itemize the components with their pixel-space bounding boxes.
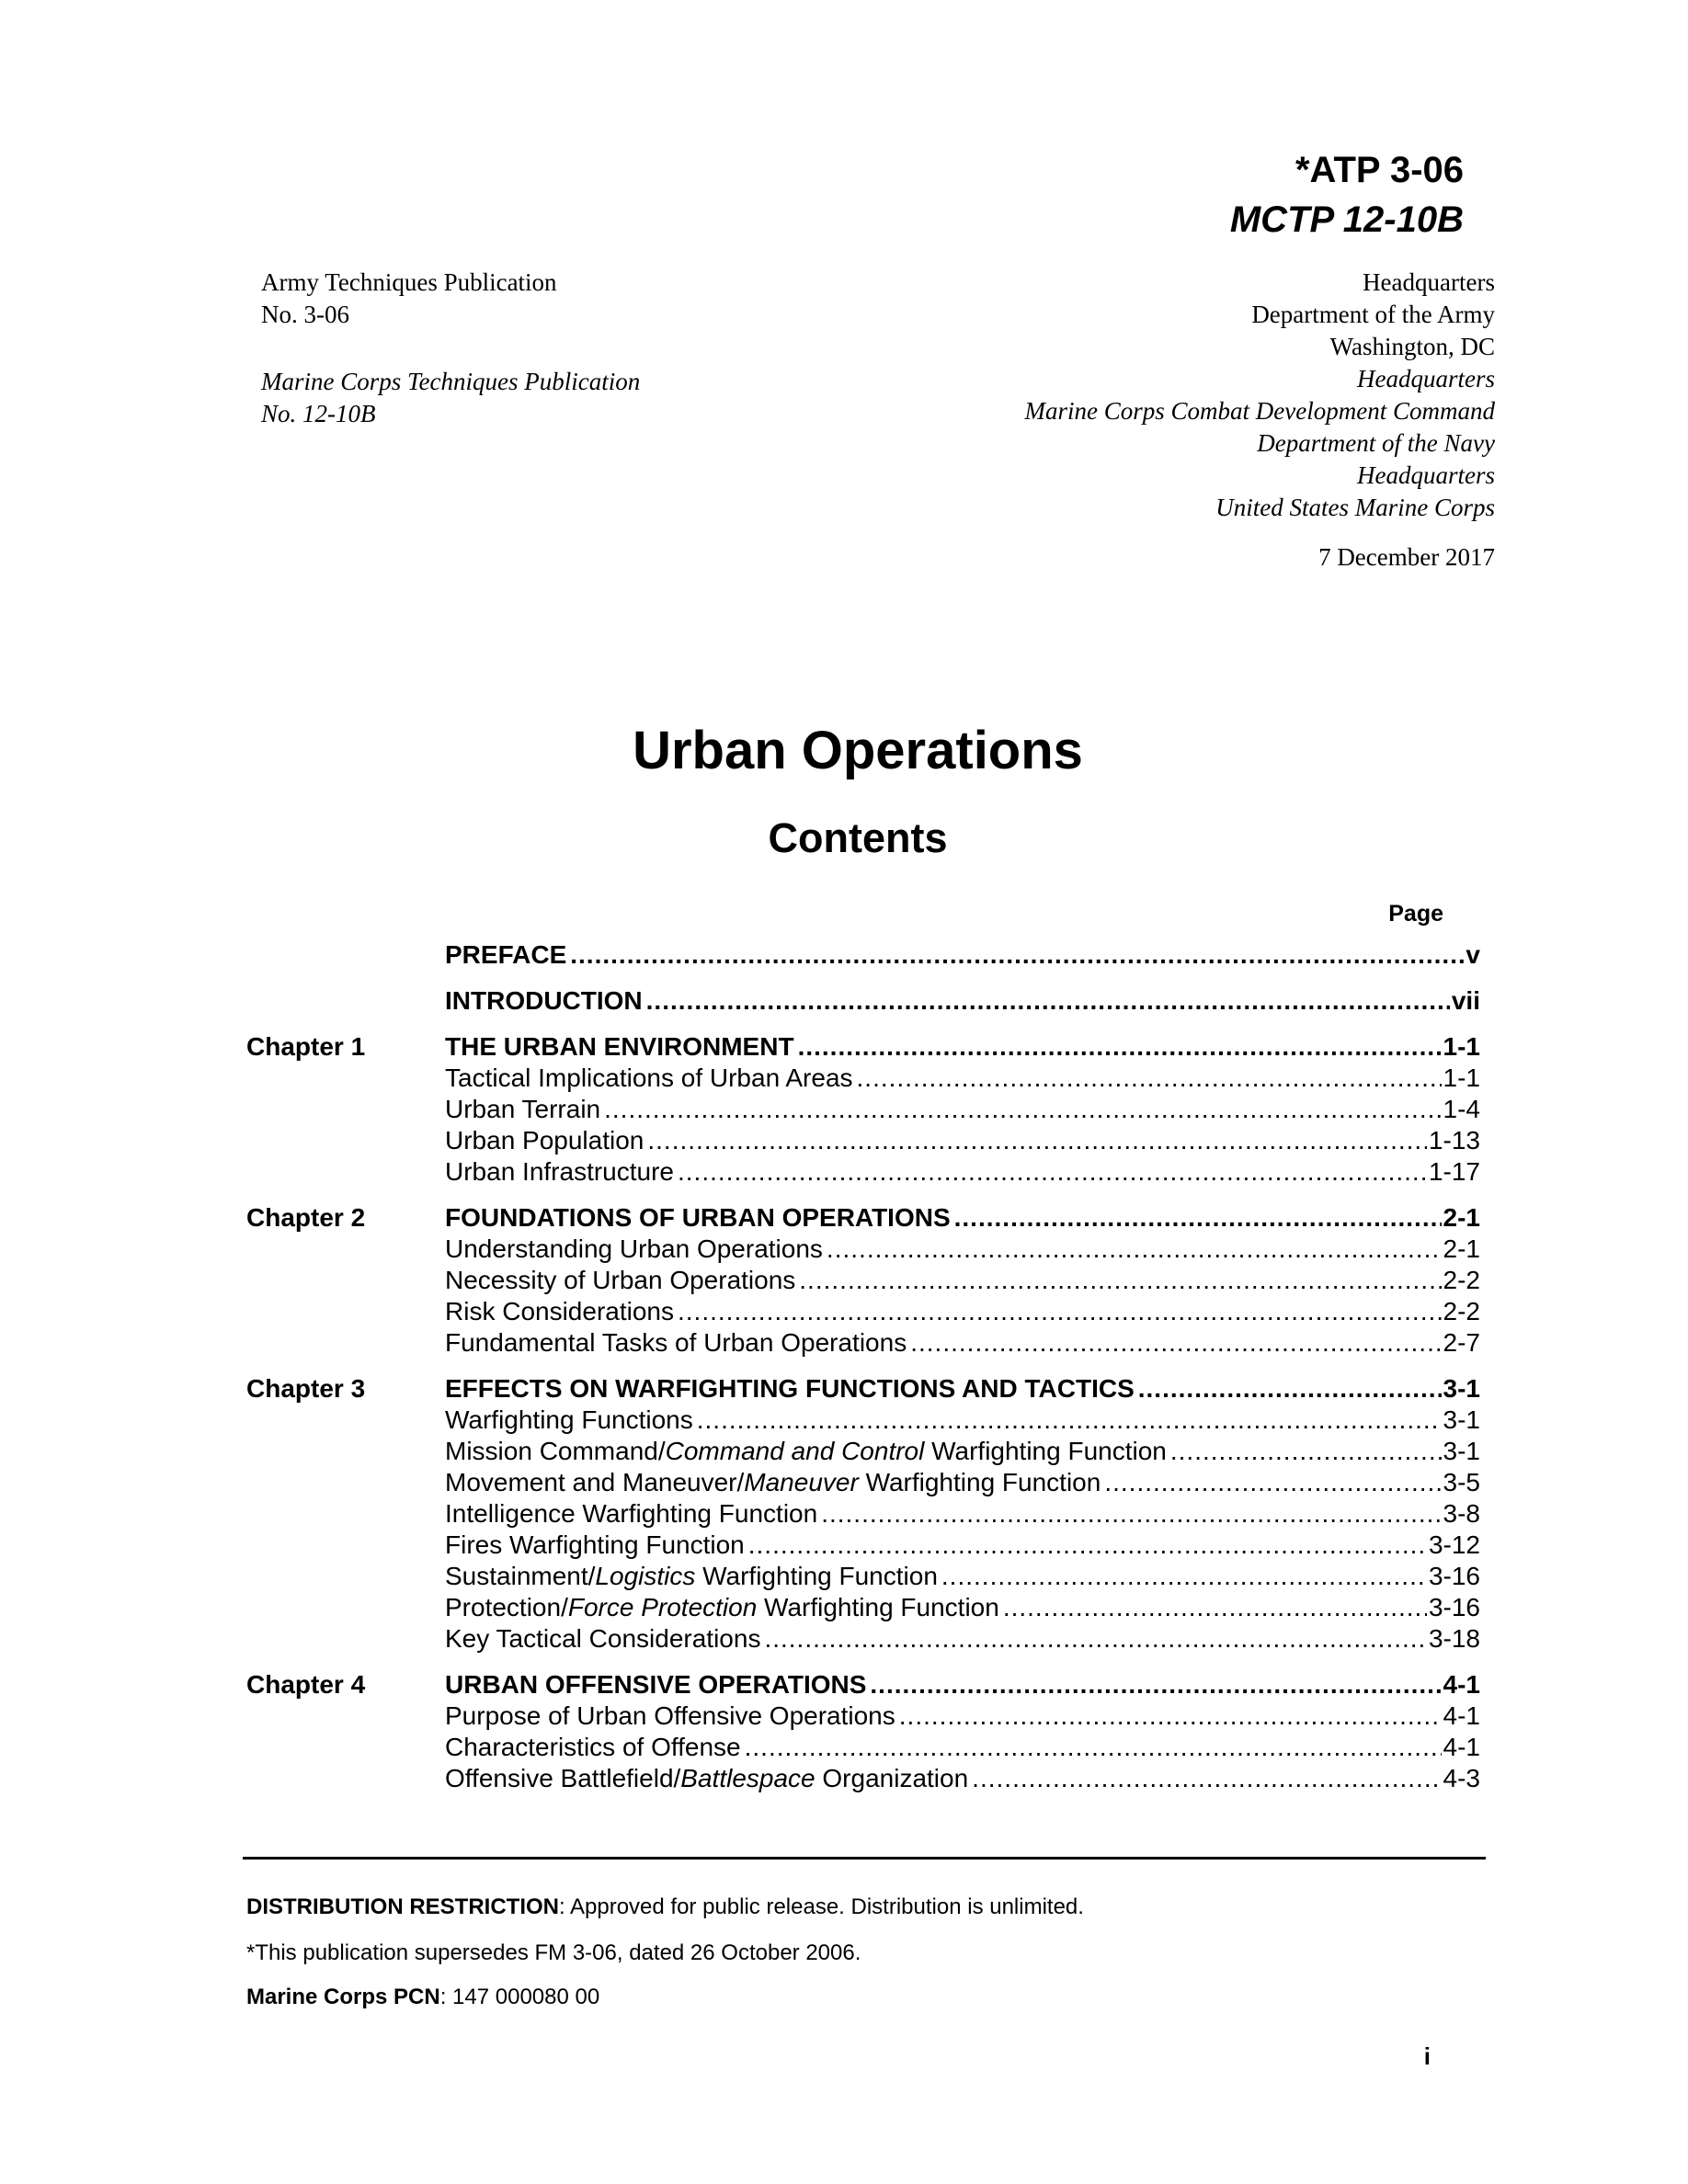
distribution-text: : Approved for public release. Distribution is unlimited. bbox=[559, 1894, 1084, 1919]
toc-chapter-title-entry[interactable] bbox=[445, 1373, 1480, 1405]
toc-entry-page: 2-1 bbox=[1443, 1234, 1480, 1263]
toc-chapter-block bbox=[0, 1031, 1688, 1188]
chapter-label: Chapter 4 bbox=[246, 1670, 366, 1699]
toc-entry-text: Tactical Implications of Urban Areas bbox=[445, 1064, 853, 1092]
distribution-label: DISTRIBUTION RESTRICTION bbox=[246, 1894, 559, 1919]
dot-leader bbox=[764, 1623, 1427, 1655]
dot-leader bbox=[570, 939, 1464, 971]
toc-entry-page: vii bbox=[1451, 986, 1480, 1015]
toc-chapter-block bbox=[0, 1202, 1688, 1359]
toc-entry-title bbox=[445, 1732, 745, 1763]
toc-section-entry[interactable] bbox=[445, 1234, 1480, 1265]
toc-entry-italic-text: Command and Control bbox=[665, 1437, 925, 1465]
toc-entry-title bbox=[445, 1094, 604, 1125]
toc-entry-title bbox=[445, 1623, 764, 1655]
marine-pub-line1: Marine Corps Techniques Publication bbox=[261, 368, 641, 395]
page-column-label: Page bbox=[1388, 901, 1443, 927]
toc-entry-text-tail: Warfighting Function bbox=[695, 1562, 938, 1590]
toc-entry-italic-text: Battlespace bbox=[680, 1764, 815, 1792]
toc-entry-italic-text: Force Protection bbox=[567, 1593, 758, 1621]
toc-entry-page: 2-7 bbox=[1443, 1328, 1480, 1357]
dot-leader bbox=[646, 985, 1450, 1017]
toc-entry-text: Characteristics of Offense bbox=[445, 1733, 741, 1761]
toc-entry-title bbox=[445, 1436, 1170, 1467]
dot-leader bbox=[745, 1732, 1442, 1763]
atp-code: *ATP 3-06 bbox=[1295, 150, 1464, 190]
dot-leader bbox=[910, 1327, 1441, 1359]
toc-entry-introduction[interactable] bbox=[445, 985, 1480, 1017]
toc-entry-text: Intelligence Warfighting Function bbox=[445, 1499, 818, 1528]
toc-section-entry[interactable] bbox=[445, 1156, 1480, 1188]
toc-chapter-title-entry[interactable] bbox=[445, 1031, 1480, 1063]
toc-entry-text-tail: Warfighting Function bbox=[757, 1593, 999, 1621]
toc-entry-page: 1-17 bbox=[1428, 1157, 1480, 1186]
publication-date: 7 December 2017 bbox=[1318, 543, 1495, 571]
toc-entry-text: Offensive Battlefield/ bbox=[445, 1764, 681, 1792]
toc-entry-text: Warfighting Functions bbox=[445, 1405, 693, 1434]
toc-section-entry[interactable] bbox=[445, 1763, 1480, 1794]
toc-section-entry[interactable] bbox=[445, 1701, 1480, 1732]
toc-entry-title bbox=[445, 1701, 899, 1732]
dot-leader bbox=[748, 1530, 1427, 1561]
toc-entry-preface[interactable] bbox=[445, 939, 1480, 971]
toc-entry-title: EFFECTS ON WARFIGHTING FUNCTIONS AND TACTICS bbox=[445, 1374, 1135, 1403]
toc-entry-page: 2-2 bbox=[1443, 1297, 1480, 1325]
distribution-restriction bbox=[246, 1894, 1084, 1921]
toc-entry-title bbox=[445, 1063, 857, 1094]
toc-entry-title bbox=[445, 1265, 799, 1296]
toc-entry-text: Movement and Maneuver/ bbox=[445, 1468, 745, 1496]
toc-preface-block bbox=[0, 939, 1688, 971]
dot-leader bbox=[857, 1063, 1442, 1094]
pcn-label: Marine Corps PCN bbox=[246, 1985, 440, 2009]
toc-chapter-title-entry[interactable] bbox=[445, 1202, 1480, 1234]
marine-pub-line2: No. 12-10B bbox=[261, 400, 376, 427]
toc-chapter-block bbox=[0, 1669, 1688, 1794]
toc-entry-text-tail: Warfighting Function bbox=[858, 1468, 1101, 1496]
toc-entry-title: PREFACE bbox=[445, 940, 567, 969]
toc-entry-page: 3-18 bbox=[1428, 1624, 1480, 1653]
toc-section-entry[interactable] bbox=[445, 1405, 1480, 1436]
marine-hq-line2: Marine Corps Combat Development Command bbox=[1024, 397, 1495, 425]
toc-entry-text-tail: Organization bbox=[815, 1764, 969, 1792]
dot-leader bbox=[972, 1763, 1441, 1794]
toc-entry-text: Necessity of Urban Operations bbox=[445, 1266, 796, 1294]
toc-entry-page: 3-12 bbox=[1428, 1530, 1480, 1559]
dot-leader bbox=[954, 1202, 1442, 1234]
toc-section-entry[interactable] bbox=[445, 1063, 1480, 1094]
toc-section-entry[interactable] bbox=[445, 1125, 1480, 1156]
toc-entry-title bbox=[445, 1234, 827, 1265]
toc-section-entry[interactable] bbox=[445, 1436, 1480, 1467]
army-hq-line3: Washington, DC bbox=[1329, 333, 1495, 360]
dot-leader bbox=[1003, 1592, 1427, 1623]
footer-divider bbox=[243, 1857, 1486, 1860]
chapter-label: Chapter 3 bbox=[246, 1374, 366, 1403]
marine-hq-line1: Headquarters bbox=[1357, 365, 1495, 392]
toc-entry-text: Urban Terrain bbox=[445, 1095, 601, 1123]
toc-section-entry[interactable] bbox=[445, 1732, 1480, 1763]
toc-entry-title bbox=[445, 1592, 1003, 1623]
dot-leader bbox=[647, 1125, 1427, 1156]
toc-section-entry[interactable] bbox=[445, 1530, 1480, 1561]
army-pub-line2: No. 3-06 bbox=[261, 301, 349, 328]
toc-entry-title bbox=[445, 1561, 941, 1592]
toc-entry-title bbox=[445, 1296, 678, 1327]
header-left bbox=[261, 267, 640, 430]
marine-hq-line4: Headquarters bbox=[1357, 461, 1495, 489]
toc-section-entry[interactable] bbox=[445, 1296, 1480, 1327]
toc-section-entry[interactable] bbox=[445, 1498, 1480, 1530]
toc-entry-page: 1-4 bbox=[1443, 1095, 1480, 1123]
toc-entry-title: INTRODUCTION bbox=[445, 986, 643, 1015]
chapter-label: Chapter 2 bbox=[246, 1203, 366, 1232]
dot-leader bbox=[678, 1156, 1427, 1188]
toc-chapter-title-entry[interactable] bbox=[445, 1669, 1480, 1701]
toc-entry-italic-text: Logistics bbox=[595, 1562, 696, 1590]
toc-introduction-block bbox=[0, 985, 1688, 1017]
toc-entry-text: Fires Warfighting Function bbox=[445, 1530, 745, 1559]
publication-codes bbox=[1230, 145, 1464, 245]
header-right bbox=[1025, 267, 1495, 574]
toc-section-entry[interactable] bbox=[445, 1561, 1480, 1592]
toc-entry-text: Protection/ bbox=[445, 1593, 568, 1621]
toc-entry-page: 2-1 bbox=[1443, 1203, 1480, 1232]
army-hq-line1: Headquarters bbox=[1363, 268, 1495, 296]
army-pub-line1: Army Techniques Publication bbox=[261, 268, 557, 296]
page-number: i bbox=[1423, 2042, 1431, 2070]
toc-entry-text-tail: Warfighting Function bbox=[924, 1437, 1167, 1465]
toc-entry-page: 3-1 bbox=[1443, 1405, 1480, 1434]
toc-section-entry[interactable] bbox=[445, 1327, 1480, 1359]
dot-leader bbox=[604, 1094, 1441, 1125]
toc-entry-title bbox=[445, 1530, 748, 1561]
toc-entry-title: URBAN OFFENSIVE OPERATIONS bbox=[445, 1670, 867, 1699]
toc-entry-text: Sustainment/ bbox=[445, 1562, 596, 1590]
toc-entry-title bbox=[445, 1405, 697, 1436]
toc-section-entry[interactable] bbox=[445, 1094, 1480, 1125]
toc-entry-page: 4-1 bbox=[1443, 1670, 1480, 1699]
toc-section-entry[interactable] bbox=[445, 1467, 1480, 1498]
dot-leader bbox=[899, 1701, 1442, 1732]
supersedes-note: *This publication supersedes FM 3-06, dated 26 October 2006. bbox=[246, 1940, 861, 1965]
toc-entry-page: 3-16 bbox=[1428, 1593, 1480, 1621]
toc-entry-page: v bbox=[1466, 940, 1480, 969]
dot-leader bbox=[827, 1234, 1442, 1265]
table-of-contents bbox=[0, 939, 1688, 1809]
toc-entry-text: Urban Infrastructure bbox=[445, 1157, 674, 1186]
toc-entry-text: Mission Command/ bbox=[445, 1437, 666, 1465]
toc-entry-title bbox=[445, 1327, 910, 1359]
toc-entry-page: 2-2 bbox=[1443, 1266, 1480, 1294]
dot-leader bbox=[799, 1265, 1441, 1296]
toc-entry-italic-text: Maneuver bbox=[744, 1468, 859, 1496]
pcn-text: : 147 000080 00 bbox=[439, 1985, 600, 2009]
toc-entry-page: 3-1 bbox=[1443, 1374, 1480, 1403]
toc-entry-title: THE URBAN ENVIRONMENT bbox=[445, 1032, 794, 1061]
toc-entry-title bbox=[445, 1763, 972, 1794]
toc-entry-page: 1-13 bbox=[1428, 1126, 1480, 1155]
toc-entry-page: 1-1 bbox=[1443, 1064, 1480, 1092]
dot-leader bbox=[870, 1669, 1441, 1701]
toc-entry-text: Risk Considerations bbox=[445, 1297, 674, 1325]
contents-heading: Contents bbox=[768, 814, 948, 861]
toc-entry-title bbox=[445, 1467, 1104, 1498]
mctp-code: MCTP 12-10B bbox=[1229, 199, 1464, 240]
toc-entry-page: 4-3 bbox=[1443, 1764, 1480, 1792]
toc-entry-title bbox=[445, 1125, 647, 1156]
dot-leader bbox=[821, 1498, 1441, 1530]
toc-section-entry[interactable] bbox=[445, 1623, 1480, 1655]
toc-entry-page: 4-1 bbox=[1443, 1733, 1480, 1761]
toc-entry-text: Purpose of Urban Offensive Operations bbox=[445, 1701, 895, 1730]
toc-entry-page: 3-8 bbox=[1443, 1499, 1480, 1528]
marine-corps-pcn bbox=[246, 1984, 599, 2011]
toc-entry-title bbox=[445, 1156, 678, 1188]
dot-leader bbox=[697, 1405, 1442, 1436]
toc-entry-title bbox=[445, 1498, 821, 1530]
army-hq-line2: Department of the Army bbox=[1251, 301, 1495, 328]
dot-leader bbox=[1138, 1373, 1442, 1405]
toc-entry-text: Urban Population bbox=[445, 1126, 644, 1155]
toc-entry-text: Understanding Urban Operations bbox=[445, 1234, 823, 1263]
toc-entry-page: 3-16 bbox=[1428, 1562, 1480, 1590]
dot-leader bbox=[1170, 1436, 1442, 1467]
dot-leader bbox=[798, 1031, 1442, 1063]
toc-entry-text: Key Tactical Considerations bbox=[445, 1624, 761, 1653]
document-title: Urban Operations bbox=[633, 721, 1083, 780]
dot-leader bbox=[1104, 1467, 1441, 1498]
chapter-label: Chapter 1 bbox=[246, 1032, 366, 1061]
marine-hq-line3: Department of the Navy bbox=[1257, 429, 1495, 457]
toc-entry-page: 3-5 bbox=[1443, 1468, 1480, 1496]
toc-entry-text: Fundamental Tasks of Urban Operations bbox=[445, 1328, 907, 1357]
toc-chapter-block bbox=[0, 1373, 1688, 1655]
toc-section-entry[interactable] bbox=[445, 1265, 1480, 1296]
toc-entry-page: 3-1 bbox=[1443, 1437, 1480, 1465]
toc-entry-title: FOUNDATIONS OF URBAN OPERATIONS bbox=[445, 1203, 951, 1232]
toc-entry-page: 4-1 bbox=[1443, 1701, 1480, 1730]
dot-leader bbox=[941, 1561, 1427, 1592]
toc-entry-page: 1-1 bbox=[1443, 1032, 1480, 1061]
toc-section-entry[interactable] bbox=[445, 1592, 1480, 1623]
dot-leader bbox=[678, 1296, 1442, 1327]
marine-hq-line5: United States Marine Corps bbox=[1215, 494, 1495, 521]
